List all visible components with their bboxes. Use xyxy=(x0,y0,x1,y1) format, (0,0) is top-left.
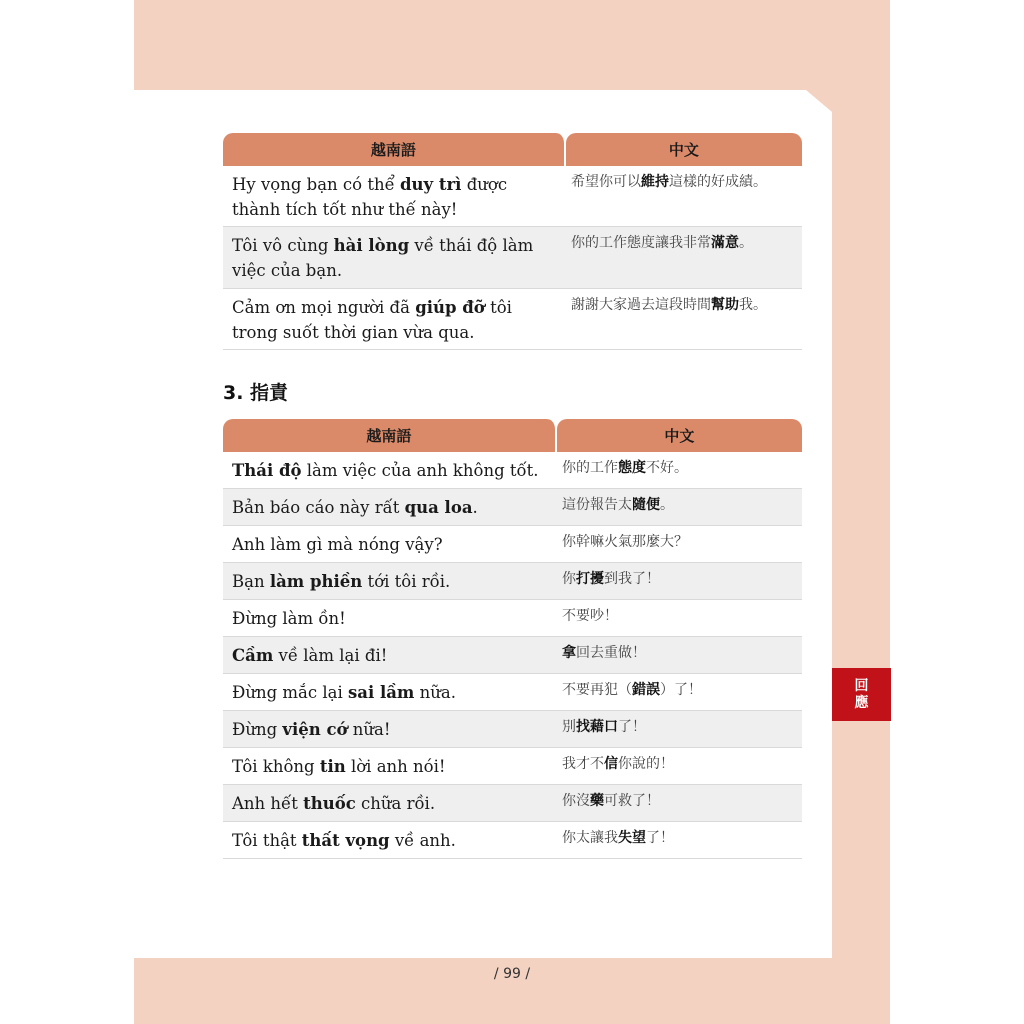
phrase-table-1 xyxy=(223,133,802,350)
table-row xyxy=(223,166,802,227)
table-row xyxy=(223,637,802,674)
chinese-translation: 你打擾到我了！ xyxy=(562,571,660,587)
side-tab-char-2: 應 xyxy=(854,694,869,711)
vietnamese-phrase: Đừng viện cớ nữa! xyxy=(232,720,391,739)
table-row xyxy=(223,600,802,637)
table-row xyxy=(223,674,802,711)
vietnamese-phrase: Tôi thật thất vọng về anh. xyxy=(232,831,456,850)
chinese-translation: 這份報告太隨便。 xyxy=(562,497,674,513)
chinese-translation: 你的工作態度讓我非常滿意。 xyxy=(571,235,753,251)
table-row xyxy=(223,526,802,563)
table-header xyxy=(223,133,802,166)
table-row xyxy=(223,711,802,748)
chinese-translation: 別找藉口了！ xyxy=(562,719,646,735)
chinese-translation: 你太讓我失望了！ xyxy=(562,830,674,846)
side-tab-char-1: 回 xyxy=(854,677,869,694)
vietnamese-phrase: Đừng mắc lại sai lầm nữa. xyxy=(232,683,456,702)
table-row xyxy=(223,563,802,600)
vietnamese-phrase: Cầm về làm lại đi! xyxy=(232,646,388,665)
chinese-translation: 拿回去重做！ xyxy=(562,645,646,661)
vietnamese-phrase: Hy vọng bạn có thể duy trì được thành tích tốt như thế này! xyxy=(232,175,508,219)
table-header xyxy=(223,419,802,452)
header-chinese: 中文 xyxy=(566,133,802,166)
chinese-translation: 希望你可以維持這樣的好成績。 xyxy=(571,174,767,190)
header-vietnamese: 越南語 xyxy=(223,133,566,166)
vietnamese-phrase: Anh hết thuốc chữa rồi. xyxy=(232,794,436,813)
vietnamese-phrase: Tôi không tin lời anh nói! xyxy=(232,757,446,776)
table-row xyxy=(223,227,802,289)
table-row xyxy=(223,452,802,489)
page-number: / 99 / xyxy=(493,966,531,982)
chinese-translation: 你幹嘛火氣那麼大？ xyxy=(562,534,688,550)
header-chinese: 中文 xyxy=(557,419,802,452)
table-row xyxy=(223,289,802,350)
table-row xyxy=(223,822,802,859)
chinese-translation: 謝謝大家過去這段時間幫助我。 xyxy=(571,297,767,313)
table-row xyxy=(223,785,802,822)
vietnamese-phrase: Anh làm gì mà nóng vậy? xyxy=(232,535,443,554)
chapter-side-tab[interactable] xyxy=(832,668,891,721)
section-title: 3. 指責 xyxy=(223,382,289,404)
vietnamese-phrase: Bạn làm phiền tới tôi rồi. xyxy=(232,572,451,591)
phrase-table-2 xyxy=(223,419,802,859)
vietnamese-phrase: Bản báo cáo này rất qua loa. xyxy=(232,498,478,517)
vietnamese-phrase: Tôi vô cùng hài lòng về thái độ làm việc của bạn. xyxy=(232,236,534,280)
chinese-translation: 不要吵！ xyxy=(562,608,618,624)
vietnamese-phrase: Đừng làm ồn! xyxy=(232,609,346,628)
header-vietnamese: 越南語 xyxy=(223,419,557,452)
table-body xyxy=(223,166,802,350)
vietnamese-phrase: Thái độ làm việc của anh không tốt. xyxy=(232,461,539,480)
chinese-translation: 我才不信你說的！ xyxy=(562,756,674,772)
chinese-translation: 你的工作態度不好。 xyxy=(562,460,688,476)
chinese-translation: 你沒藥可救了！ xyxy=(562,793,660,809)
vietnamese-phrase: Cảm ơn mọi người đã giúp đỡ tôi trong suốt thời gian vừa qua. xyxy=(232,298,512,342)
table-body xyxy=(223,452,802,859)
chinese-translation: 不要再犯（錯誤）了！ xyxy=(562,682,702,698)
table-row xyxy=(223,748,802,785)
table-row xyxy=(223,489,802,526)
